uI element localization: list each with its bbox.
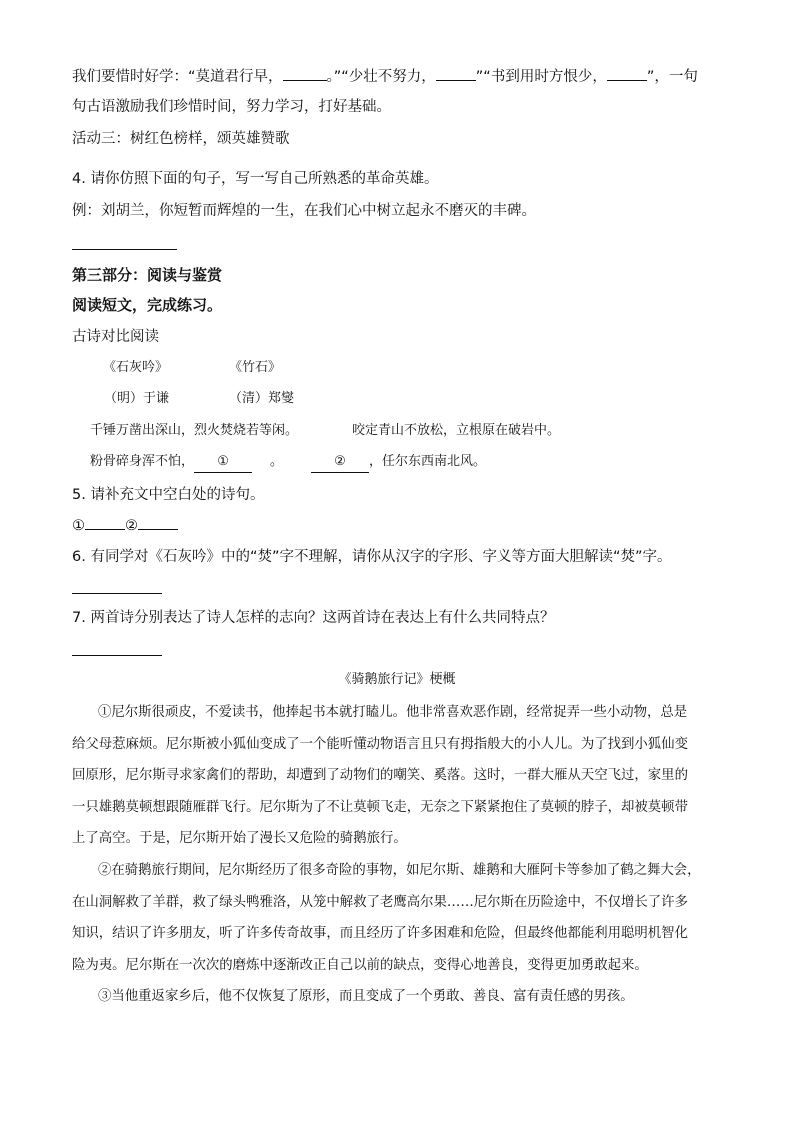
q5-label-2: ② — [125, 518, 138, 534]
story-title: 《骑鹅旅行记》梗概 — [338, 672, 456, 687]
poem-right-line-2-text: ，任尔东西南北风。 — [369, 454, 487, 469]
poem-left-line-1: 千锤万凿出深山，烈火焚烧若等闲。 — [90, 423, 299, 438]
story-line: 回原形，尼尔斯寻求家禽们的帮助，却遭到了动物们的嘲笑、奚落。这时，一群大雁从天空飞过，家里的 — [72, 768, 688, 784]
poem-right-author: （清）郑燮 — [229, 391, 295, 406]
intro-line-2: 句古语激励我们珍惜时间，努力学习，打好基础。 — [72, 99, 391, 115]
poem-left-author: （明）于谦 — [104, 391, 170, 406]
story-paragraph-2 — [72, 855, 724, 981]
poem-right-title: 《竹石》 — [229, 360, 282, 375]
answer-line-q6[interactable] — [72, 593, 162, 594]
intro-text-c: ”“书到用时方恨少， — [475, 69, 607, 85]
question-4-example: 例：刘胡兰，你短暂而辉煌的一生，在我们心中树立起永不磨灭的丰碑。 — [72, 203, 536, 219]
intro-text-d: ”，一句 — [646, 69, 698, 85]
answer-blank-2[interactable] — [436, 66, 476, 81]
answer-blank-1[interactable] — [283, 66, 327, 81]
poem-blank-2[interactable]: ② — [311, 452, 369, 473]
story-line: 在山洞解救了羊群，救了绿头鸭雅洛，从笼中解救了老鹰高尔果……尼尔斯在历险途中，不仅增长了许多 — [72, 894, 688, 910]
answer-line-q4[interactable] — [72, 249, 177, 250]
question-4: 4. 请你仿照下面的句子，写一写自己所熟悉的革命英雄。 — [72, 171, 439, 187]
story-line: ①尼尔斯很顽皮，不爱读书，他捧起书本就打瞌儿。他非常喜欢恶作剧，经常捉弄一些小动物，总是 — [98, 705, 688, 720]
poem-left-title: 《石灰吟》 — [103, 360, 169, 375]
poem-right-line-2 — [311, 452, 486, 473]
poem-right-line-1: 咬定青山不放松，立根原在破岩中。 — [352, 423, 561, 438]
question-5-answers — [72, 515, 178, 537]
question-7: 7. 两首诗分别表达了诗人怎样的志向？这两首诗在表达上有什么共同特点？ — [72, 610, 555, 626]
story-line: 知识，结识了许多朋友，听了许多传奇故事，而且经历了许多困难和危险，但最终他都能利用聪明机智化 — [72, 926, 688, 942]
q5-answer-1[interactable] — [85, 515, 125, 530]
poem-compare-title: 古诗对比阅读 — [72, 329, 159, 345]
poem-left-line-2-end: 。 — [270, 454, 284, 469]
story-line: 给父母惹麻烦。尼尔斯被小狐仙变成了一个能听懂动物语言且只有拇指般大的小人儿。为了找到小狐仙变 — [72, 736, 688, 752]
intro-text-b: 。”“少壮不努力， — [326, 69, 436, 85]
story-line: 险为夷。尼尔斯在一次次的磨炼中逐渐改正自己以前的缺点，变得心地善良，变得更加勇敢起来。 — [72, 957, 648, 973]
activity-heading: 活动三：树红色榜样，颂英雄赞歌 — [72, 131, 290, 147]
poem-left-line-2-text: 粉骨碎身浑不怕， — [90, 454, 195, 469]
story-paragraph-3 — [72, 981, 724, 1013]
story-line: 上了高空。于是，尼尔斯开始了漫长又危险的骑鹅旅行。 — [72, 831, 407, 847]
story-line: 一只雄鹅莫顿想跟随雁群飞行。尼尔斯为了不让莫顿飞走，无奈之下紧紧抱住了莫顿的脖子，却被莫顿带 — [72, 799, 688, 815]
q5-label-1: ① — [72, 518, 85, 534]
question-6: 6. 有同学对《石灰吟》中的“焚”字不理解，请你从汉字的字形、字义等方面大胆解读“焚”字。 — [72, 549, 672, 565]
story-line: ③当他重返家乡后，他不仅恢复了原形，而且变成了一个勇敢、善良、富有责任感的男孩。 — [98, 989, 634, 1004]
story-paragraph-1 — [72, 697, 724, 855]
intro-text-a: 我们要惜时好学：“莫道君行早， — [72, 69, 283, 85]
poem-blank-1[interactable]: ① — [194, 452, 252, 473]
answer-line-q7[interactable] — [72, 655, 162, 656]
part-3-title: 第三部分：阅读与鉴赏 — [72, 266, 223, 284]
poem-left-line-2 — [90, 452, 283, 473]
reading-instruction: 阅读短文，完成练习。 — [72, 296, 223, 314]
story-line: ②在骑鹅旅行期间，尼尔斯经历了很多奇险的事物，如尼尔斯、雄鹅和大雁阿卡等参加了鹤之舞大会， — [98, 863, 701, 878]
question-5: 5. 请补充文中空白处的诗句。 — [72, 487, 265, 503]
intro-line-1 — [72, 66, 698, 88]
answer-blank-3[interactable] — [607, 66, 647, 81]
q5-answer-2[interactable] — [138, 515, 178, 530]
